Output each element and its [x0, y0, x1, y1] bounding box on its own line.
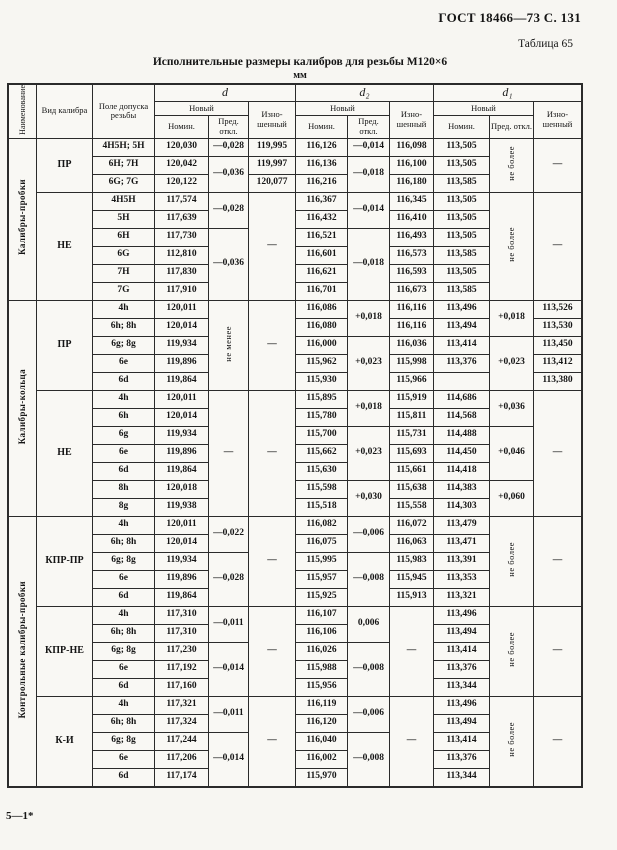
table-cell: 116,116: [390, 318, 434, 336]
table-cell: +0,060: [490, 480, 534, 516]
table-cell: 113,494: [434, 714, 490, 732]
col-header-d1: d₁: [434, 85, 582, 102]
table-cell: —: [534, 192, 582, 300]
tolerance-field: 4h: [93, 300, 155, 318]
table-cell: 115,957: [296, 570, 348, 588]
col-header-d-new: Новый: [155, 101, 249, 115]
table-header: [9, 85, 582, 139]
table-cell: 113,344: [434, 768, 490, 786]
table-row: [9, 426, 582, 444]
table-cell: 116,098: [390, 138, 434, 156]
table-cell: 116,432: [296, 210, 348, 228]
table-cell: 114,383: [434, 480, 490, 498]
tolerance-field: 8g: [93, 498, 155, 516]
table-cell: —: [534, 390, 582, 516]
table-cell: 115,995: [296, 552, 348, 570]
tolerance-field: 4h: [93, 390, 155, 408]
tolerance-field: 4h: [93, 696, 155, 714]
table-cell: 115,930: [296, 372, 348, 390]
table-cell: —: [249, 606, 296, 696]
table-cell: —0,011: [209, 696, 249, 732]
table-cell: 119,864: [155, 588, 209, 606]
tolerance-field: 6e: [93, 750, 155, 768]
table-cell: 113,505: [434, 192, 490, 210]
table-cell: 119,934: [155, 336, 209, 354]
table-cell: 116,120: [296, 714, 348, 732]
table-cell: 116,026: [296, 642, 348, 660]
table-cell: 115,962: [296, 354, 348, 372]
col-header-d2-nominal: Номин.: [296, 116, 348, 139]
table-cell: 116,673: [390, 282, 434, 300]
table-cell: 115,945: [390, 570, 434, 588]
table-cell: 115,983: [390, 552, 434, 570]
table-cell: 119,995: [249, 138, 296, 156]
tolerance-field: 4h: [93, 606, 155, 624]
table-row: [9, 138, 582, 156]
tolerance-field: 6d: [93, 462, 155, 480]
tolerance-field: 6g: [93, 426, 155, 444]
col-header-d1-new: Новый: [434, 101, 534, 115]
tolerance-field: 4H5H; 5H: [93, 138, 155, 156]
table-cell: +0,023: [490, 336, 534, 390]
limit-note: не более: [490, 516, 534, 606]
table-cell: 113,526: [534, 300, 582, 318]
table-cell: 113,494: [434, 624, 490, 642]
tolerance-field: 5H: [93, 210, 155, 228]
table-cell: 117,206: [155, 750, 209, 768]
table-row: [9, 192, 582, 210]
table-cell: 119,934: [155, 552, 209, 570]
col-header-d1-worn: Изно-шенный: [534, 101, 582, 138]
table-cell: 116,086: [296, 300, 348, 318]
table-cell: 115,662: [296, 444, 348, 462]
table-cell: —: [390, 696, 434, 786]
table-cell: 115,558: [390, 498, 434, 516]
table-cell: —0,008: [348, 642, 390, 696]
table-title: Исполнительные размеры калибров для резьбы М120×6: [152, 56, 448, 68]
table-cell: 117,174: [155, 768, 209, 786]
table-cell: 115,919: [390, 390, 434, 408]
table-cell: 117,310: [155, 606, 209, 624]
table-cell: 116,063: [390, 534, 434, 552]
table-cell: —0,011: [209, 606, 249, 642]
table-cell: 117,244: [155, 732, 209, 750]
table-cell: 115,966: [390, 372, 434, 390]
table-body: [9, 138, 582, 786]
table-cell: 120,011: [155, 390, 209, 408]
table-cell: 113,479: [434, 516, 490, 534]
group-label-control-gauges: Контрольные калибры-пробки: [9, 516, 37, 786]
limit-note: не более: [490, 138, 534, 192]
table-cell: 120,014: [155, 318, 209, 336]
table-cell: 115,693: [390, 444, 434, 462]
table-cell: 113,505: [434, 138, 490, 156]
table-cell: 115,988: [296, 660, 348, 678]
table-cell: 116,621: [296, 264, 348, 282]
table-cell: +0,018: [490, 300, 534, 336]
table-cell: 113,353: [434, 570, 490, 588]
gauge-type: К-И: [37, 696, 93, 786]
table-cell: 114,418: [434, 462, 490, 480]
table-cell: 114,450: [434, 444, 490, 462]
gauge-type: ПР: [37, 300, 93, 390]
limit-note: не более: [490, 606, 534, 696]
table-cell: 116,036: [390, 336, 434, 354]
col-header-d: d: [155, 85, 296, 102]
table-cell: 116,119: [296, 696, 348, 714]
tolerance-field: 6e: [93, 660, 155, 678]
table-cell: 116,002: [296, 750, 348, 768]
table-cell: —0,028: [209, 552, 249, 606]
table-cell: —: [534, 138, 582, 192]
tolerance-field: 6h: [93, 408, 155, 426]
table-cell: —: [534, 606, 582, 696]
table-cell: 120,011: [155, 516, 209, 534]
table-cell: 113,505: [434, 264, 490, 282]
table-cell: 116,180: [390, 174, 434, 192]
table-cell: 117,910: [155, 282, 209, 300]
unit-label: мм: [293, 70, 307, 81]
table-cell: 119,864: [155, 372, 209, 390]
col-header-tolerance-field: Поле допуска резьбы: [93, 85, 155, 139]
table-cell: +0,018: [348, 300, 390, 336]
table-cell: 119,896: [155, 570, 209, 588]
col-header-d-nominal: Номин.: [155, 116, 209, 139]
table-cell: 117,730: [155, 228, 209, 246]
table-cell: —: [249, 390, 296, 516]
tolerance-field: 6h; 8h: [93, 714, 155, 732]
table-cell: —: [249, 516, 296, 606]
table-cell: 116,410: [390, 210, 434, 228]
table-row: [9, 300, 582, 318]
table-row: [9, 336, 582, 354]
group-label-plug-gauges: Калибры-пробки: [9, 138, 37, 300]
table-cell: 120,030: [155, 138, 209, 156]
table-cell: 116,072: [390, 516, 434, 534]
limit-note: не менее: [209, 300, 249, 390]
table-cell: 116,216: [296, 174, 348, 192]
table-cell: 113,380: [534, 372, 582, 390]
table-cell: 120,014: [155, 408, 209, 426]
table-cell: +0,046: [490, 426, 534, 480]
table-cell: 116,107: [296, 606, 348, 624]
table-cell: 116,126: [296, 138, 348, 156]
table-row: [9, 480, 582, 498]
table-cell: 117,830: [155, 264, 209, 282]
table-number: Таблица 65: [518, 38, 573, 50]
limit-note: не более: [490, 696, 534, 786]
table-cell: 116,601: [296, 246, 348, 264]
table-cell: 115,998: [390, 354, 434, 372]
gauge-type: НЕ: [37, 390, 93, 516]
table-cell: 116,082: [296, 516, 348, 534]
table-cell: 115,598: [296, 480, 348, 498]
table-cell: —0,028: [209, 192, 249, 228]
tolerance-field: 6g; 8g: [93, 642, 155, 660]
group-label-ring-gauges: Калибры-кольца: [9, 300, 37, 516]
table-cell: 113,376: [434, 354, 490, 372]
tolerance-field: 6G: [93, 246, 155, 264]
table-cell: 113,376: [434, 750, 490, 768]
tolerance-field: 6g; 8g: [93, 732, 155, 750]
tolerance-field: 6H: [93, 228, 155, 246]
table-cell: 115,661: [390, 462, 434, 480]
table-cell: 116,040: [296, 732, 348, 750]
table-cell: —0,014: [209, 732, 249, 786]
col-header-d2-deviation: Пред. откл.: [348, 116, 390, 139]
table-cell: 119,896: [155, 354, 209, 372]
table-cell: 114,568: [434, 408, 490, 426]
tolerance-field: 6H; 7H: [93, 156, 155, 174]
limit-note: не более: [490, 192, 534, 300]
tolerance-field: 7G: [93, 282, 155, 300]
gauge-type: ПР: [37, 138, 93, 192]
table-cell: —0,014: [348, 192, 390, 228]
table-cell: 113,585: [434, 174, 490, 192]
table-cell: 119,934: [155, 426, 209, 444]
table-cell: 115,780: [296, 408, 348, 426]
table-cell: 119,938: [155, 498, 209, 516]
table-cell: 113,376: [434, 660, 490, 678]
table-cell: —: [249, 696, 296, 786]
table-cell: 113,321: [434, 588, 490, 606]
table-cell: 113,530: [534, 318, 582, 336]
table-cell: 116,136: [296, 156, 348, 174]
table-row: [9, 696, 582, 714]
gost-reference: ГОСТ 18466—73 С. 131: [438, 10, 581, 25]
table-cell: 115,630: [296, 462, 348, 480]
table-cell: 117,324: [155, 714, 209, 732]
table-cell: [434, 372, 490, 390]
tolerance-field: 6h; 8h: [93, 624, 155, 642]
col-header-d2: d₂: [296, 85, 434, 102]
table-cell: 113,471: [434, 534, 490, 552]
gauge-dimensions-table: [8, 84, 582, 787]
table-cell: 113,585: [434, 246, 490, 264]
table-cell: 113,505: [434, 156, 490, 174]
table-cell: +0,023: [348, 426, 390, 480]
table-cell: 116,701: [296, 282, 348, 300]
table-cell: 113,414: [434, 642, 490, 660]
tolerance-field: 6d: [93, 768, 155, 786]
table-cell: 114,686: [434, 390, 490, 408]
tolerance-field: 6g; 8g: [93, 336, 155, 354]
table-cell: 116,521: [296, 228, 348, 246]
table-cell: 117,160: [155, 678, 209, 696]
table-cell: 117,192: [155, 660, 209, 678]
table-cell: 119,896: [155, 444, 209, 462]
table-cell: —: [534, 516, 582, 606]
table-cell: 113,450: [534, 336, 582, 354]
table-cell: +0,036: [490, 390, 534, 426]
gauge-type: НЕ: [37, 192, 93, 300]
table-cell: 115,895: [296, 390, 348, 408]
table-cell: 115,956: [296, 678, 348, 696]
tolerance-field: 4h: [93, 516, 155, 534]
table-cell: —: [390, 606, 434, 696]
table-cell: 116,345: [390, 192, 434, 210]
col-header-d-worn: Изно-шенный: [249, 101, 296, 138]
table-cell: 117,230: [155, 642, 209, 660]
table-cell: 113,494: [434, 318, 490, 336]
table-cell: 117,639: [155, 210, 209, 228]
table-cell: 116,075: [296, 534, 348, 552]
table-cell: 115,731: [390, 426, 434, 444]
table-cell: 115,518: [296, 498, 348, 516]
table-cell: 113,391: [434, 552, 490, 570]
table-cell: 115,700: [296, 426, 348, 444]
table-cell: 116,116: [390, 300, 434, 318]
table-row: [9, 606, 582, 624]
table-cell: 114,488: [434, 426, 490, 444]
table-cell: 113,414: [434, 336, 490, 354]
table-cell: 113,344: [434, 678, 490, 696]
table-cell: —0,006: [348, 516, 390, 552]
table-cell: 120,018: [155, 480, 209, 498]
table-cell: —0,014: [348, 138, 390, 156]
table-cell: 116,000: [296, 336, 348, 354]
header-row-groups: [9, 85, 582, 102]
gauge-type: КПР-НЕ: [37, 606, 93, 696]
table-cell: 113,496: [434, 300, 490, 318]
table-cell: 116,367: [296, 192, 348, 210]
table-cell: 115,925: [296, 588, 348, 606]
tolerance-field: 6d: [93, 678, 155, 696]
tolerance-field: 6d: [93, 588, 155, 606]
table-cell: +0,030: [348, 480, 390, 516]
table-cell: 113,585: [434, 282, 490, 300]
table-cell: +0,018: [348, 390, 390, 426]
table-cell: —0,036: [209, 156, 249, 192]
table-cell: —0,036: [209, 228, 249, 300]
table-cell: 113,412: [534, 354, 582, 372]
table-cell: 117,321: [155, 696, 209, 714]
table-cell: —0,008: [348, 732, 390, 786]
table-cell: 120,077: [249, 174, 296, 192]
table-cell: 113,496: [434, 696, 490, 714]
tolerance-field: 6G; 7G: [93, 174, 155, 192]
col-header-d1-deviation: Пред. откл.: [490, 116, 534, 139]
tolerance-field: 4H5H: [93, 192, 155, 210]
table-cell: —: [534, 696, 582, 786]
table-cell: —0,028: [209, 138, 249, 156]
table-cell: 114,303: [434, 498, 490, 516]
table-cell: 0,006: [348, 606, 390, 642]
gauge-type: КПР-ПР: [37, 516, 93, 606]
table-cell: 120,014: [155, 534, 209, 552]
table-cell: 117,310: [155, 624, 209, 642]
table-cell: +0,023: [348, 336, 390, 390]
table-cell: —0,018: [348, 156, 390, 192]
tolerance-field: 6h; 8h: [93, 534, 155, 552]
table-cell: 120,042: [155, 156, 209, 174]
table-cell: —0,008: [348, 552, 390, 606]
table-cell: —0,018: [348, 228, 390, 300]
col-header-d2-worn: Изно-шенный: [390, 101, 434, 138]
table-cell: —0,014: [209, 642, 249, 696]
col-header-d-deviation: Пред. откл.: [209, 116, 249, 139]
table-cell: 115,970: [296, 768, 348, 786]
col-header-d1-nominal: Номин.: [434, 116, 490, 139]
col-header-name-label: Наименование: [17, 85, 27, 135]
table-row: [9, 516, 582, 534]
tolerance-field: 8h: [93, 480, 155, 498]
table-row: [9, 390, 582, 408]
table-cell: 116,593: [390, 264, 434, 282]
table-cell: 113,496: [434, 606, 490, 624]
tolerance-field: 6d: [93, 372, 155, 390]
table-cell: 112,810: [155, 246, 209, 264]
table-cell: 115,638: [390, 480, 434, 498]
table-cell: —: [249, 192, 296, 300]
table-cell: 115,913: [390, 588, 434, 606]
table-cell: —: [249, 300, 296, 390]
col-header-gauge-type: Вид калибра: [37, 85, 93, 139]
table-cell: 119,864: [155, 462, 209, 480]
table-cell: —: [209, 390, 249, 516]
table-cell: 120,011: [155, 300, 209, 318]
tolerance-field: 7H: [93, 264, 155, 282]
tolerance-field: 6e: [93, 354, 155, 372]
table-cell: 113,414: [434, 732, 490, 750]
table-cell: 120,122: [155, 174, 209, 192]
table-cell: 115,811: [390, 408, 434, 426]
table-cell: 116,106: [296, 624, 348, 642]
table-cell: 116,573: [390, 246, 434, 264]
tolerance-field: 6g; 8g: [93, 552, 155, 570]
table-cell: 113,505: [434, 210, 490, 228]
table-cell: 113,505: [434, 228, 490, 246]
table-cell: 116,080: [296, 318, 348, 336]
tolerance-field: 6e: [93, 570, 155, 588]
page-signature: 5—1*: [6, 810, 34, 822]
tolerance-field: 6h; 8h: [93, 318, 155, 336]
table-cell: 116,100: [390, 156, 434, 174]
col-header-name: [9, 85, 37, 139]
table-cell: 119,997: [249, 156, 296, 174]
table-cell: 117,574: [155, 192, 209, 210]
col-header-d2-new: Новый: [296, 101, 390, 115]
table-cell: —0,022: [209, 516, 249, 552]
table-cell: 116,493: [390, 228, 434, 246]
tolerance-field: 6e: [93, 444, 155, 462]
table-cell: —0,006: [348, 696, 390, 732]
